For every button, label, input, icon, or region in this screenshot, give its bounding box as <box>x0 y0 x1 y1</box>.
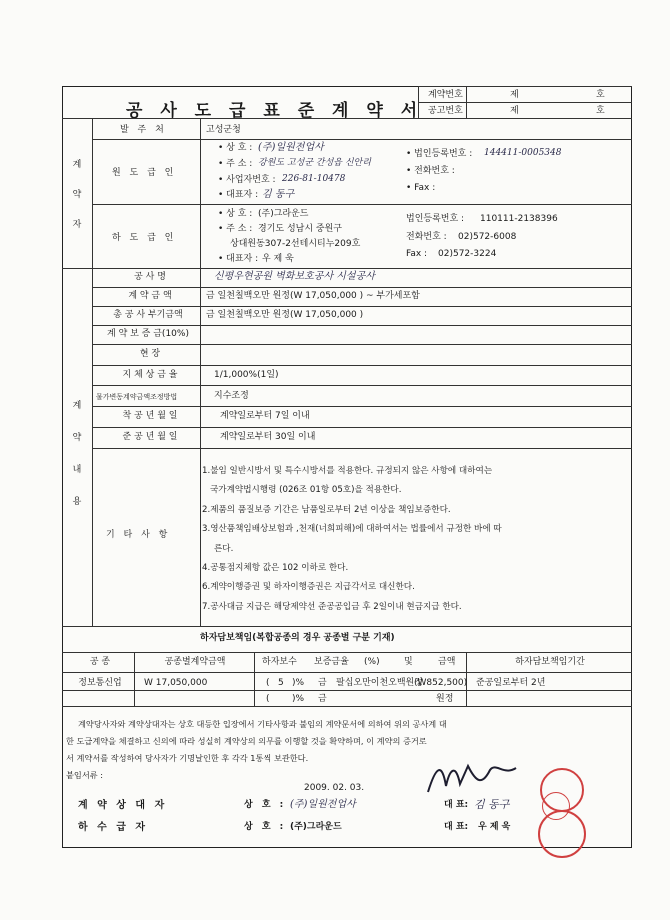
sub-rep-value: 우 제 욱 <box>262 254 294 264</box>
party2-rep: 우 제 욱 <box>478 822 511 832</box>
other-item: 7.공사대금 지급은 해당제약선 준공공입금 후 2일이내 현금지급 한다. <box>202 601 462 612</box>
closing-line: 한 도급계약을 체결하고 신의에 따라 성실히 계약상의 의무를 이행할 것을 확약하며, 이 계약의 증거로 <box>66 736 427 746</box>
sub-rep-label: • 대표자 : <box>218 254 259 264</box>
contract-no-mid: 제 <box>510 90 519 100</box>
warranty-header-rate: 보증금율 <box>314 657 349 667</box>
contractor-phone-label: • 전화번호 : <box>406 166 455 176</box>
contractor-bizno-label: • 사업자번호 : <box>218 175 276 185</box>
party2-name: (주)그라운드 <box>290 822 342 832</box>
row-value-project: 신평우현공원 벽화보호공사 시설공사 <box>214 271 375 282</box>
sub-corpno-value: 110111-2138396 <box>480 214 558 224</box>
sub-fax-value: 02)572-3224 <box>438 249 497 259</box>
contractor-fax-label: • Fax : <box>406 183 436 193</box>
row-label-complete: 준 공 년 월 일 <box>122 432 178 442</box>
sub-fax-label: Fax : <box>406 249 428 259</box>
other-item: 2.제품의 품질보증 기간은 남품일로부터 2년 이상을 책임보증한다. <box>202 504 451 515</box>
warranty-row1-rate: 5 <box>278 678 284 688</box>
contractor-address-label: • 주 소 : <box>218 159 253 169</box>
warranty-row2-sum-label: 금 <box>318 694 327 704</box>
row-value-amount: 금 일천칠백오만 원정(W 17,050,000 ) ~ 부가세포함 <box>206 291 420 301</box>
other-item: 른다. <box>214 543 234 554</box>
notice-no-end: 호 <box>596 106 605 116</box>
row-label-amount: 계 약 금 액 <box>128 291 172 301</box>
row-value-start: 계약일로부터 7일 이내 <box>220 411 310 421</box>
contractor-address-value: 강원도 고성군 간성읍 신안리 <box>258 158 371 168</box>
warranty-row1-amount: W 17,050,000 <box>144 678 208 688</box>
row-label-start: 착 공 년 월 일 <box>122 411 178 421</box>
contractor-rep-label: • 대표자 : <box>218 190 259 200</box>
sub-address-value2: 상대원동307-2선테시티누209호 <box>230 239 361 249</box>
row-label-project: 공 사 명 <box>134 272 166 282</box>
party2-name-label: 상 호 : <box>244 822 287 832</box>
row-value-total: 금 일천칠백오만 원정(W 17,050,000 ) <box>206 310 364 320</box>
sub-address-label: • 주 소 : <box>218 224 253 234</box>
warranty-header-sum: 금액 <box>438 657 456 667</box>
row-value-complete: 계약일로부터 30일 이내 <box>220 432 316 442</box>
contract-section-label: 계 약 내 용 <box>72 401 82 507</box>
notice-no-label: 공고번호 <box>428 106 463 116</box>
contract-no-end: 호 <box>596 90 605 100</box>
contractor-bizno-value: 226-81-10478 <box>282 174 346 184</box>
warranty-row1-rate-open: ( <box>266 678 270 688</box>
closing-line: 계약당사자와 계약상대자는 상호 대등한 입장에서 기타사항과 불임의 계약문서에 의하여 위의 공사계 대 <box>78 719 447 729</box>
warranty-header-period: 하자담보책임기간 <box>515 657 585 667</box>
notice-no-mid: 제 <box>510 106 519 116</box>
row-label-total: 총 공 사 부기금액 <box>113 310 183 320</box>
warranty-header-type: 공 종 <box>89 657 111 667</box>
warranty-row2-rate-open: ( <box>266 694 270 704</box>
row-value-price-adjust: 지수조정 <box>214 391 249 401</box>
party1-rep-label: 대 표: <box>444 800 469 810</box>
sub-phone-value: 02)572-6008 <box>458 232 517 242</box>
warranty-header-amount: 공종별계약금액 <box>164 657 226 667</box>
sub-address-value: 경기도 성남시 중원구 <box>258 224 342 234</box>
other-item: 6.계약이행증권 및 하자이행증권은 지급각서로 대신한다. <box>202 582 415 593</box>
party1-name-label: 상 호 : <box>244 800 287 810</box>
contract-no-label: 계약번호 <box>428 90 463 100</box>
ordering-value: 고성군청 <box>206 125 241 135</box>
contract-date: 2009. 02. 03. <box>304 783 365 793</box>
row-label-penalty: 지 체 상 금 율 <box>122 370 178 380</box>
party2-rep-label: 대 표: <box>444 822 469 832</box>
warranty-row1-period: 준공일로부터 2년 <box>476 678 546 688</box>
sub-name-label: • 상 호 : <box>218 209 253 219</box>
sub-corpno-label: 법인등록번호 : <box>406 214 465 224</box>
contractor-label: 원 도 급 인 <box>112 168 177 178</box>
warranty-header-repair: 하자보수 <box>262 657 297 667</box>
contractor-name-label: • 상 호 : <box>218 143 253 153</box>
closing-line: 서 계약서를 작성하여 당사자가 기명날인한 후 각각 1통씩 보관한다. <box>66 753 309 763</box>
other-label: 기 타 사 항 <box>106 530 171 540</box>
warranty-header-and: 및 <box>404 657 413 667</box>
document-title: 공 사 도 급 표 준 계 약 서 <box>126 101 424 121</box>
row-label-deposit: 계 약 보 증 금(10%) <box>107 329 189 339</box>
party2-label: 하 수 급 자 <box>78 822 149 833</box>
party1-rep: 김 동구 <box>474 798 510 811</box>
warranty-row2-sum-end: 원정 <box>436 694 454 704</box>
closing-text <box>66 716 628 784</box>
warranty-row1-rate-close: )% <box>292 678 305 688</box>
attach-label: 붙임서류 : <box>66 770 103 780</box>
party1-name: (주)일원전업사 <box>290 799 356 810</box>
handwritten-signature <box>420 756 530 800</box>
other-items-list <box>202 462 628 617</box>
warranty-row1-sum-label: 금 <box>318 678 327 688</box>
ordering-label: 발 주 처 <box>120 125 167 135</box>
warranty-row1-type: 정보통신업 <box>78 678 122 688</box>
sub-name-value: (주)그라운드 <box>258 209 309 219</box>
contractor-corpno-label: • 법인등록번호 : <box>406 149 473 159</box>
contractor-name-value: (주)일원전업사 <box>258 142 324 153</box>
row-value-penalty: 1/1,000%(1일) <box>214 370 279 380</box>
warranty-header-pct: (%) <box>364 657 380 667</box>
row-label-site: 현 장 <box>139 349 161 359</box>
other-item: 3.영산품책임배상보험과 ,천재(너희피해)에 대하여서는 법률에서 규정한 바에 따 <box>202 524 502 535</box>
contractor-corpno-value: 144411-0005348 <box>484 148 562 158</box>
parties-section-label: 계 약 자 <box>72 160 82 230</box>
other-item: 국가계약법시행령 (026조 01항 05호)을 적용한다. <box>210 485 402 496</box>
party1-label: 계 약 상 대 자 <box>78 800 168 811</box>
representative-seal <box>542 792 570 820</box>
sub-phone-label: 전화번호 : <box>406 232 447 242</box>
warranty-row2-rate-close: )% <box>292 694 305 704</box>
other-item: 1.불임 일반시방서 및 특수시방서를 적용한다. 규정되지 않은 사항에 대하여는 <box>202 466 493 476</box>
warranty-row1-sum-num: (W852,500) <box>414 678 468 688</box>
contractor-rep-value: 김 동구 <box>262 189 295 200</box>
sub-label: 하 도 급 인 <box>112 233 177 243</box>
warranty-row1-sum: 팔십오만이천오백원정 <box>336 678 423 688</box>
row-label-price-adjust: 물가변동계약금액조정방법 <box>96 393 178 401</box>
warranty-title: 하자담보책임(복합공종의 경우 공종별 구분 기재) <box>200 633 395 643</box>
other-item: 4.공통점지체항 값은 102 이하로 한다. <box>202 563 349 574</box>
